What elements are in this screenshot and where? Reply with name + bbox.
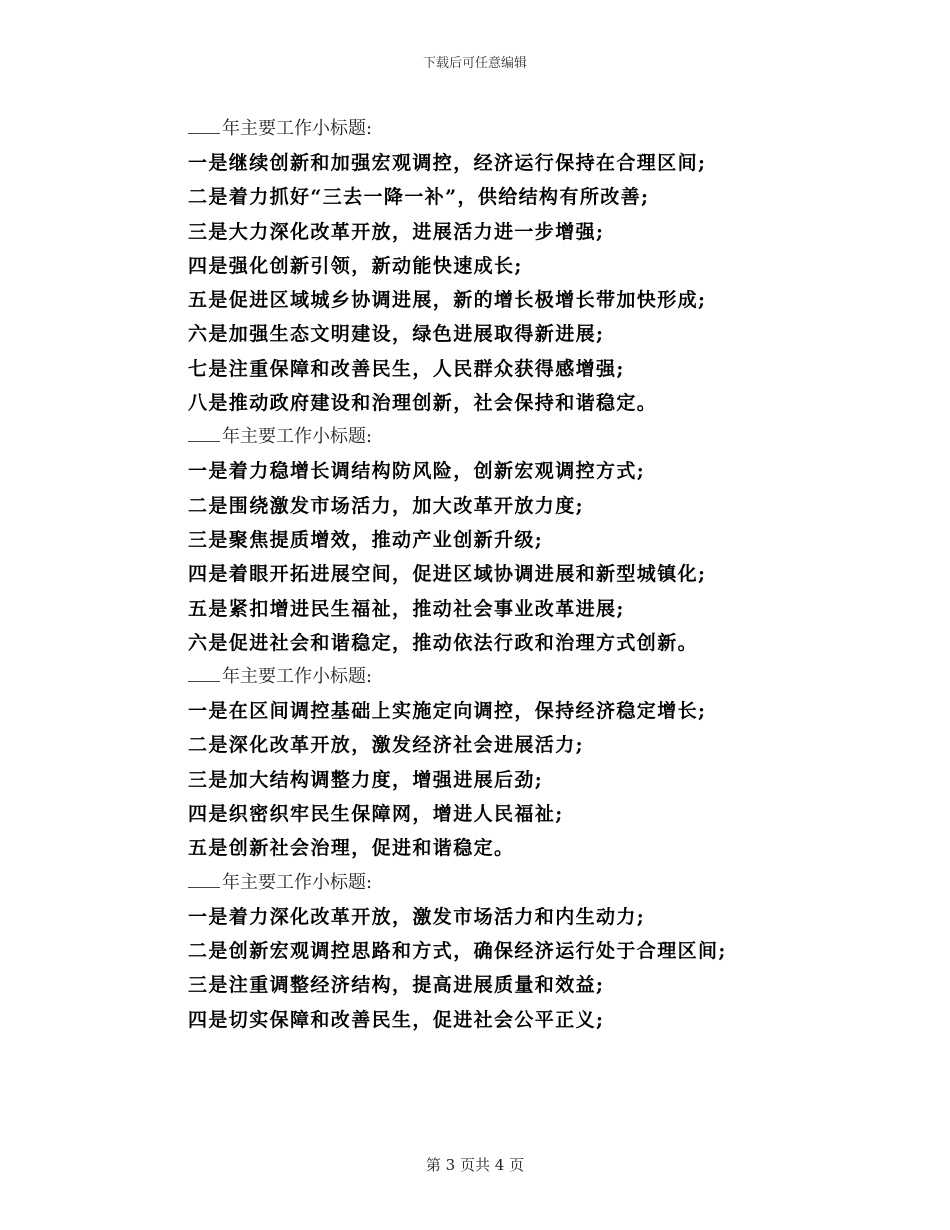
section-1 <box>188 112 788 420</box>
section-title <box>188 112 788 146</box>
list-item: 一是着力稳增长调结构防风险，创新宏观调控方式; <box>188 460 646 483</box>
list-item: 二是着力抓好“三去一降一补”，供给结构有所改善; <box>188 186 650 209</box>
blank-underline <box>188 117 220 134</box>
document-body <box>188 112 788 1037</box>
section-title-text: 年主要工作小标题: <box>222 426 373 448</box>
blank-underline <box>188 665 220 682</box>
blank-underline <box>188 425 220 442</box>
list-item: 六是加强生态文明建设，绿色进展取得新进展; <box>188 323 605 346</box>
section-title <box>188 660 788 694</box>
section-title-text: 年主要工作小标题: <box>222 118 373 139</box>
list-item: 四是强化创新引领，新动能快速成长; <box>188 254 523 277</box>
page-header: 下载后可任意编辑 <box>422 56 527 71</box>
list-item: 一是在区间调控基础上实施定向调控，保持经济稳定增长; <box>188 700 707 723</box>
list-item: 四是织密织牢民生保障网，增进人民福祉; <box>188 803 564 826</box>
section-title <box>188 866 788 900</box>
list-item: 七是注重保障和改善民生，人民群众获得感增强; <box>188 357 625 380</box>
section-4 <box>188 866 788 1037</box>
page-footer: 第 3 页共 4 页 <box>425 1156 525 1174</box>
section-title <box>188 420 788 454</box>
blank-underline <box>188 871 220 888</box>
section-2 <box>188 420 788 660</box>
list-item: 三是聚焦提质增效，推动产业创新升级; <box>188 528 544 551</box>
section-title-text: 年主要工作小标题: <box>222 871 373 893</box>
section-title-text: 年主要工作小标题: <box>222 666 373 688</box>
list-item: 三是加大结构调整力度，增强进展后劲; <box>188 768 544 791</box>
list-item: 五是紧扣增进民生福祉，推动社会事业改革进展; <box>188 597 625 620</box>
list-item: 二是围绕激发市场活力，加大改革开放力度; <box>188 494 585 517</box>
list-item: 五是促进区域城乡协调进展，新的增长极增长带加快形成; <box>188 289 707 312</box>
list-item: 五是创新社会治理，促进和谐稳定。 <box>188 837 515 860</box>
section-3 <box>188 660 788 865</box>
list-item: 三是注重调整经济结构，提高进展质量和效益; <box>188 974 605 997</box>
list-item: 六是促进社会和谐稳定，推动依法行政和治理方式创新。 <box>188 631 699 654</box>
list-item: 二是创新宏观调控思路和方式，确保经济运行处于合理区间; <box>188 939 727 962</box>
list-item: 四是着眼开拓进展空间，促进区域协调进展和新型城镇化; <box>188 563 707 586</box>
list-item: 一是继续创新和加强宏观调控，经济运行保持在合理区间; <box>188 152 707 174</box>
list-item: 四是切实保障和改善民生，促进社会公平正义; <box>188 1008 605 1031</box>
list-item: 一是着力深化改革开放，激发市场活力和内生动力; <box>188 905 646 928</box>
list-item: 三是大力深化改革开放，进展活力进一步增强; <box>188 220 605 243</box>
list-item: 八是推动政府建设和治理创新，社会保持和谐稳定。 <box>188 392 658 415</box>
list-item: 二是深化改革开放，激发经济社会进展活力; <box>188 734 585 757</box>
